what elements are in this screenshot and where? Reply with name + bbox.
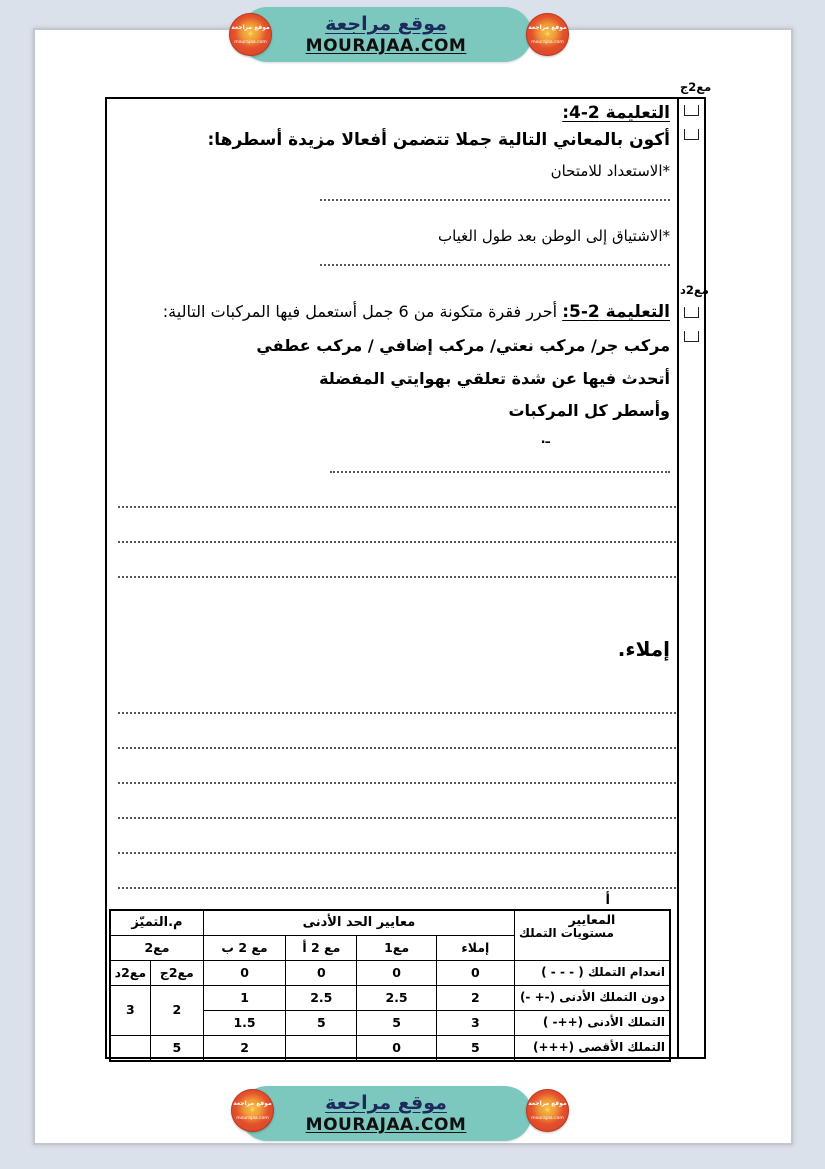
margin-code-bottom: مع2د bbox=[680, 283, 709, 297]
annotation-alif: أ bbox=[605, 893, 610, 908]
rubric-cell: 5 bbox=[150, 1036, 203, 1062]
rubric-cell: 2 bbox=[203, 1036, 285, 1062]
worksheet-content bbox=[107, 99, 680, 1057]
site-title-arabic: موقع مراجعة bbox=[325, 13, 447, 35]
rubric-row bbox=[110, 986, 670, 1011]
site-banner-top bbox=[240, 7, 532, 62]
task2-line: أتحدث فيها عن شدة تعلقي بهوايتي المفضلة bbox=[319, 369, 670, 388]
rubric-excellence-header: م.التميّز bbox=[110, 910, 203, 936]
task1-item: *الاشتياق إلى الوطن بعد طول الغياب bbox=[437, 227, 670, 245]
answer-dots-line bbox=[118, 817, 676, 819]
rubric-row bbox=[110, 961, 670, 986]
badge-text-domain: mourajaa.com bbox=[531, 1115, 564, 1121]
rubric-min-group-header: معايير الحد الأدنى bbox=[203, 910, 514, 936]
rubric-col-header: مع 2 ب bbox=[203, 936, 285, 961]
level-marks: ( - - - ) bbox=[541, 965, 584, 980]
rubric-row-label bbox=[514, 1011, 670, 1036]
rubric-cell bbox=[286, 1036, 357, 1062]
rubric-cell: 0 bbox=[436, 961, 514, 986]
site-badge-icon bbox=[526, 1089, 569, 1132]
answer-dots-line bbox=[118, 887, 676, 889]
badge-emblem-icon: ✦ bbox=[543, 29, 552, 40]
level-label: التملك الأدنى bbox=[587, 1015, 665, 1030]
stray-dash-mark: ـ. bbox=[540, 432, 550, 447]
rubric-cell: 1 bbox=[203, 986, 285, 1011]
rubric-col-header: مع2ج bbox=[150, 961, 203, 986]
rubric-col-header: مع 2 أ bbox=[286, 936, 357, 961]
answer-dots-line bbox=[118, 712, 676, 714]
rubric-corner-bottom: مستويات التملك bbox=[518, 926, 614, 941]
badge-emblem-icon: ✦ bbox=[543, 1105, 552, 1116]
rubric-cell: 2 bbox=[436, 986, 514, 1011]
badge-text-domain: mourajaa.com bbox=[236, 1115, 269, 1121]
rubric-cell: 2.5 bbox=[286, 986, 357, 1011]
rubric-excellence-sub-header: مع2 bbox=[110, 936, 203, 961]
level-marks: (+++) bbox=[532, 1040, 575, 1055]
rubric-col-header: مع1 bbox=[357, 936, 436, 961]
task2-line: وأسطر كل المركبات bbox=[508, 401, 670, 420]
rubric-cell: 5 bbox=[436, 1036, 514, 1062]
rubric-cell: 3 bbox=[110, 986, 150, 1036]
site-title-arabic: موقع مراجعة bbox=[325, 1092, 447, 1114]
site-badge-icon bbox=[229, 13, 272, 56]
rubric-cell bbox=[110, 1036, 150, 1062]
site-badge-icon bbox=[231, 1089, 274, 1132]
site-badge-icon bbox=[526, 13, 569, 56]
rubric-corner-cell bbox=[514, 910, 670, 961]
task1-item: *الاستعداد للامتحان bbox=[550, 162, 670, 180]
level-label: التملك الأقصى bbox=[578, 1040, 665, 1055]
rubric-row-label bbox=[514, 986, 670, 1011]
margin-code-top: مع2ج bbox=[680, 80, 712, 94]
rubric-cell: 0 bbox=[203, 961, 285, 986]
dictation-heading: إملاء. bbox=[617, 637, 670, 661]
rubric-cell: 2.5 bbox=[357, 986, 436, 1011]
badge-text-arabic: موقع مراجعة bbox=[528, 23, 567, 31]
task2-heading: التعليمة 2-5: bbox=[562, 302, 670, 322]
rubric-row-label bbox=[514, 961, 670, 986]
task2-heading-line bbox=[163, 302, 670, 322]
answer-dots-line bbox=[118, 782, 676, 784]
answer-dots-line bbox=[118, 506, 676, 508]
rubric-cell: 5 bbox=[286, 1011, 357, 1036]
task1-intro: أكون بالمعاني التالية جملا تتضمن أفعالا مزيدة أسطرها: bbox=[207, 130, 670, 150]
rubric-cell: 0 bbox=[357, 961, 436, 986]
site-domain: MOURAJAA.COM bbox=[305, 1115, 467, 1135]
badge-text-domain: mourajaa.com bbox=[234, 39, 267, 45]
answer-dots-line bbox=[330, 471, 670, 473]
badge-text-domain: mourajaa.com bbox=[531, 39, 564, 45]
answer-dots-line bbox=[320, 199, 670, 201]
level-label: دون التملك الأدنى bbox=[559, 990, 665, 1005]
answer-dots-line bbox=[118, 576, 676, 578]
site-banner-bottom bbox=[240, 1086, 532, 1141]
rubric-header-row bbox=[110, 910, 670, 936]
rubric-corner-top: المعايير bbox=[568, 912, 616, 927]
badge-emblem-icon: ✦ bbox=[248, 1105, 257, 1116]
answer-dots-line bbox=[118, 747, 676, 749]
answer-dots-line bbox=[320, 264, 670, 266]
badge-emblem-icon: ✦ bbox=[246, 29, 255, 40]
rubric-col-header: مع2د bbox=[110, 961, 150, 986]
answer-dots-line bbox=[118, 541, 676, 543]
rubric-row bbox=[110, 1036, 670, 1062]
rubric-col-header: إملاء bbox=[436, 936, 514, 961]
rubric-cell: 1.5 bbox=[203, 1011, 285, 1036]
badge-text-arabic: موقع مراجعة bbox=[233, 1099, 272, 1107]
task2-intro: أحرر فقرة متكونة من 6 جمل أستعمل فيها المركبات التالية: bbox=[162, 302, 558, 321]
rubric-cell: 0 bbox=[286, 961, 357, 986]
badge-text-arabic: موقع مراجعة bbox=[231, 23, 270, 31]
level-label: انعدام التملك bbox=[587, 965, 665, 980]
level-marks: (- +-) bbox=[519, 990, 556, 1005]
rubric-row-label bbox=[514, 1036, 670, 1062]
task2-line: مركب جر/ مركب نعتي/ مركب إضافي / مركب عطفي bbox=[256, 336, 670, 355]
answer-dots-line bbox=[118, 852, 676, 854]
site-domain: MOURAJAA.COM bbox=[305, 36, 467, 56]
rubric-cell: 2 bbox=[150, 986, 203, 1036]
rubric-cell: 5 bbox=[357, 1011, 436, 1036]
rubric-cell: 0 bbox=[357, 1036, 436, 1062]
badge-text-arabic: موقع مراجعة bbox=[528, 1099, 567, 1107]
level-marks: ( -++) bbox=[542, 1015, 584, 1030]
task1-heading: التعليمة 2-4: bbox=[562, 103, 670, 123]
worksheet-frame bbox=[105, 97, 706, 1059]
rubric-table bbox=[109, 909, 671, 1062]
document-page bbox=[33, 28, 793, 1145]
rubric-cell: 3 bbox=[436, 1011, 514, 1036]
